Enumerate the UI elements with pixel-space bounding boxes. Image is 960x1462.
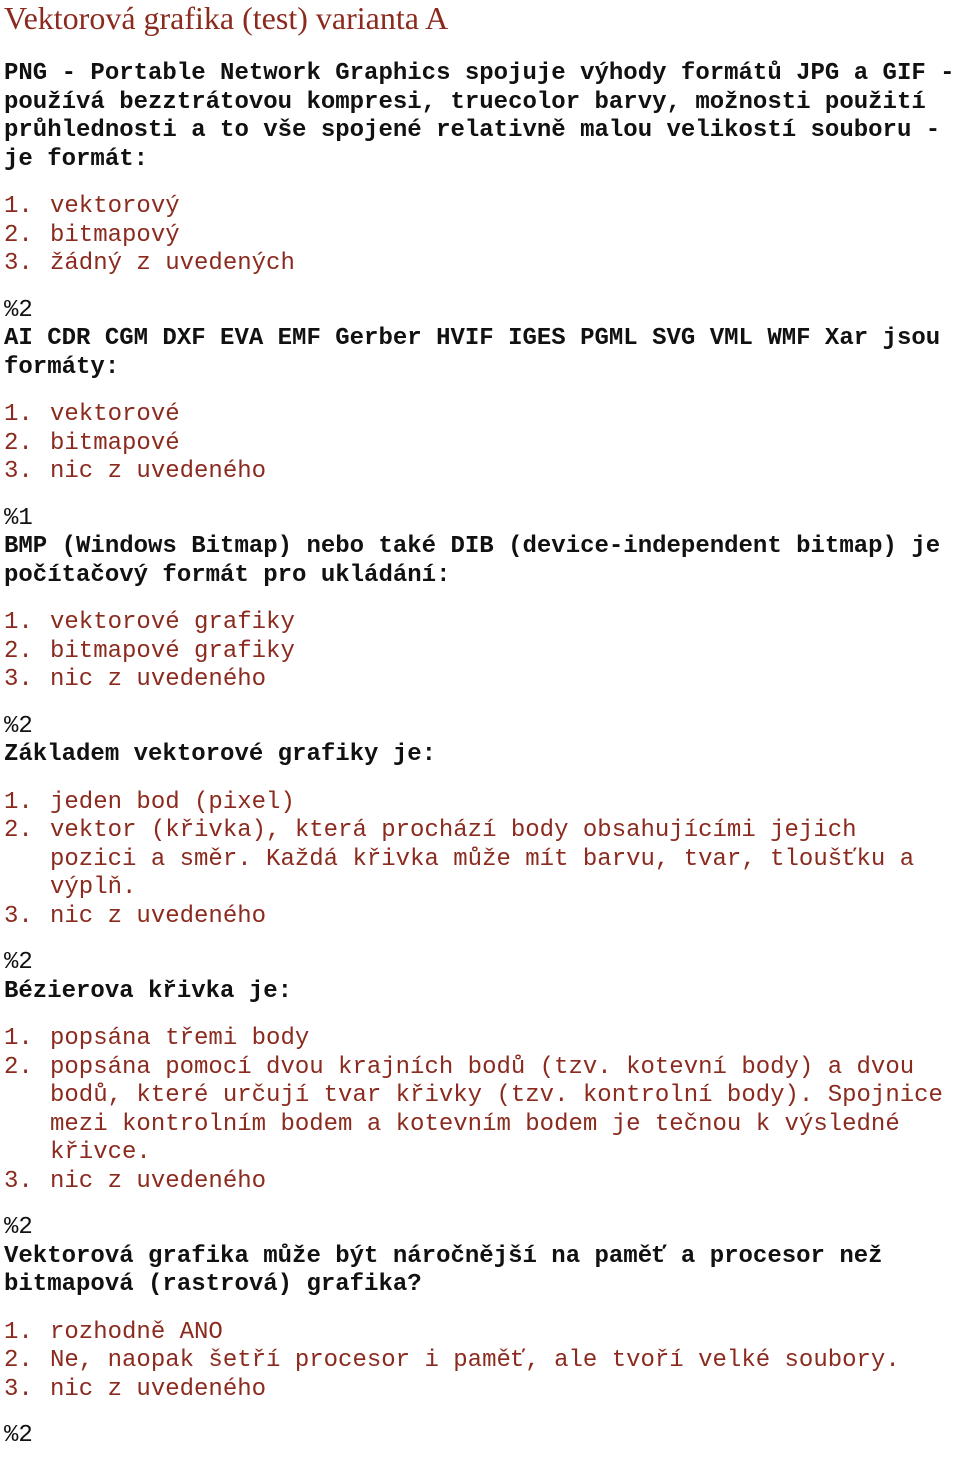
question-block — [4, 741, 956, 978]
answer-number: 1. — [4, 1025, 33, 1052]
question-block — [4, 60, 956, 325]
answer-text: vektorové grafiky — [50, 609, 295, 636]
answer-number: 1. — [4, 1318, 33, 1346]
answer-text: nic z uvedeného — [50, 666, 267, 693]
answer-number: 3. — [4, 1375, 33, 1403]
answer-list — [4, 1025, 956, 1196]
answer-text: bitmapové grafiky — [50, 637, 295, 665]
answer-text: popsána pomocí dvou krajních bodů (tzv. kotevní body) a dvou bodů, které určují tvar křivky (tzv. kontrolní body). Spojnice mezi kontrolním bodem a kotevním bodem je tečnou k výsledné křivce. — [50, 1053, 943, 1166]
answer-option — [4, 609, 956, 638]
question-block — [4, 978, 956, 1243]
answer-list — [4, 1319, 956, 1405]
answer-list — [4, 789, 956, 932]
answer-number: 3. — [4, 666, 33, 693]
answer-text: nic z uvedeného — [50, 1167, 267, 1195]
question-text: AI CDR CGM DXF EVA EMF Gerber HVIF IGES PGML SVG VML WMF Xar jsou formáty: — [4, 325, 941, 381]
answer-option — [4, 1347, 956, 1376]
answer-number: 3. — [4, 250, 33, 277]
answer-option — [4, 638, 956, 667]
question-text: Vektorová grafika může být náročnější na paměť a procesor než bitmapová (rastrová) grafika? — [4, 1242, 883, 1298]
answer-number: 3. — [4, 458, 33, 485]
answer-option — [4, 458, 956, 487]
answer-list — [4, 193, 956, 279]
question-block — [4, 325, 956, 533]
score-marker: %2 — [4, 949, 33, 976]
answer-text: Ne, naopak šetří procesor i paměť, ale tvoří velké soubory. — [50, 1347, 900, 1374]
answer-list — [4, 609, 956, 695]
answer-option — [4, 666, 956, 695]
answer-number: 2. — [4, 1053, 33, 1081]
answer-text: vektorové — [50, 401, 180, 428]
answer-option — [4, 1376, 956, 1405]
question-block — [4, 1243, 956, 1451]
answer-number: 1. — [4, 788, 33, 816]
answer-number: 2. — [4, 817, 33, 844]
answer-option — [4, 1168, 956, 1197]
answer-text: vektorový — [50, 193, 180, 220]
answer-text: nic z uvedeného — [50, 1375, 267, 1403]
answer-option — [4, 222, 956, 251]
answer-option — [4, 1054, 956, 1168]
answer-number: 1. — [4, 401, 33, 428]
answer-number: 2. — [4, 429, 33, 457]
score-marker: %1 — [4, 504, 33, 532]
answer-text: popsána třemi body — [50, 1025, 310, 1052]
answer-option — [4, 817, 956, 903]
answer-option — [4, 1025, 956, 1054]
page-title: Vektorová grafika (test) varianta A — [4, 0, 449, 36]
question-text: Bézierova křivka je: — [4, 977, 293, 1005]
question-block — [4, 533, 956, 741]
score-marker: %2 — [4, 712, 33, 740]
answer-number: 2. — [4, 637, 33, 665]
answer-option — [4, 430, 956, 459]
question-text: PNG - Portable Network Graphics spojuje výhody formátů JPG a GIF - používá bezztrátovou kompresi, truecolor barvy, možnosti použití průhlednosti a to vše spojené relativně malou velikostí souboru - je formát: — [4, 60, 955, 173]
answer-number: 3. — [4, 902, 33, 930]
answer-number: 1. — [4, 193, 33, 220]
answer-text: rozhodně ANO — [50, 1318, 223, 1346]
score-marker: %2 — [4, 296, 33, 324]
answer-text: žádný z uvedených — [50, 250, 295, 277]
question-text: BMP (Windows Bitmap) nebo také DIB (device-independent bitmap) je počítačový formát pro ukládání: — [4, 533, 941, 589]
answer-option — [4, 401, 956, 430]
answer-text: vektor (křivka), která prochází body obsahujícími jejich pozici a směr. Každá křivka může mít barvu, tvar, tloušťku a výplň. — [50, 817, 915, 901]
answer-option — [4, 193, 956, 222]
answer-option — [4, 250, 956, 279]
answer-option — [4, 903, 956, 932]
answer-option — [4, 789, 956, 818]
answer-option — [4, 1319, 956, 1348]
score-marker: %2 — [4, 1214, 33, 1241]
answer-list — [4, 401, 956, 487]
answer-number: 1. — [4, 609, 33, 636]
answer-number: 2. — [4, 1347, 33, 1374]
answer-number: 2. — [4, 221, 33, 249]
score-marker: %2 — [4, 1422, 33, 1449]
question-text: Základem vektorové grafiky je: — [4, 741, 437, 768]
answer-text: bitmapový — [50, 221, 180, 249]
answer-number: 3. — [4, 1167, 33, 1195]
answer-text: nic z uvedeného — [50, 902, 267, 930]
answer-text: bitmapové — [50, 429, 180, 457]
answer-text: nic z uvedeného — [50, 458, 267, 485]
answer-text: jeden bod (pixel) — [50, 788, 295, 816]
